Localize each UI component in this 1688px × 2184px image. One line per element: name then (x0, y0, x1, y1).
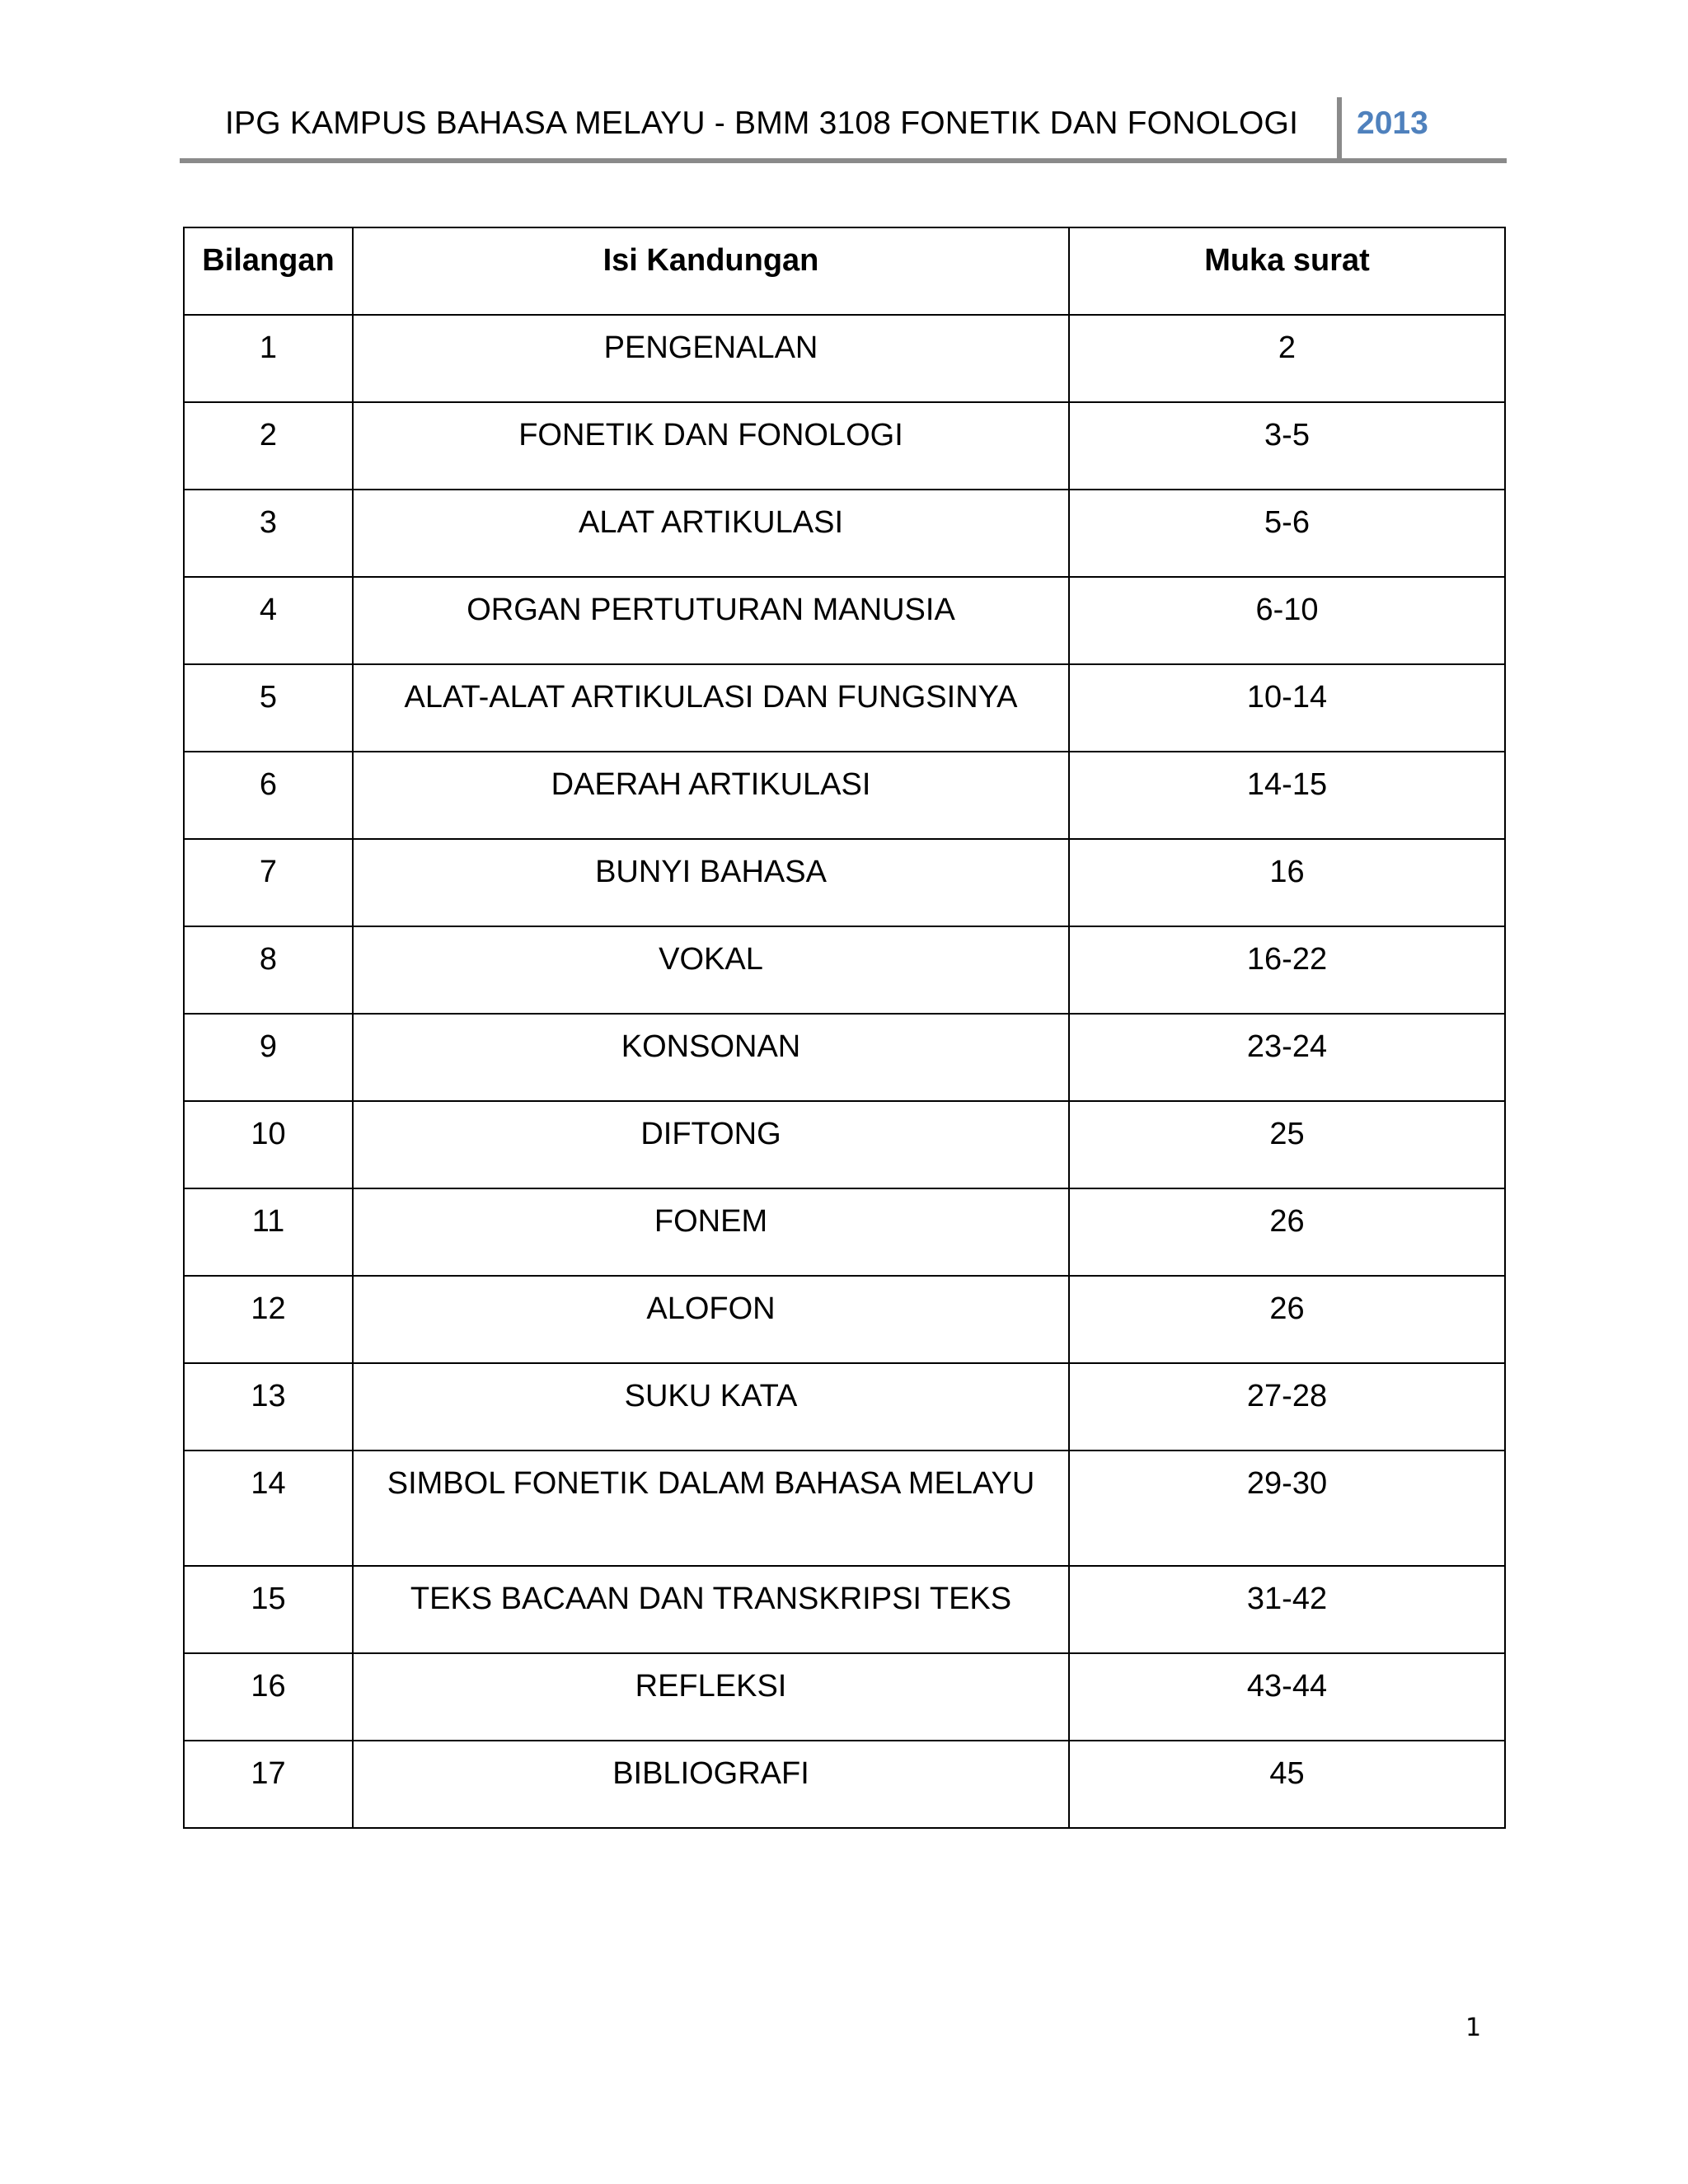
row-pages: 16-22 (1069, 926, 1505, 1014)
row-number: 5 (184, 664, 353, 752)
row-title: DAERAH ARTIKULASI (353, 752, 1069, 839)
row-pages: 14-15 (1069, 752, 1505, 839)
row-pages: 3-5 (1069, 402, 1505, 490)
page-number: 1 (1465, 2013, 1482, 2042)
row-pages: 29-30 (1069, 1451, 1505, 1566)
row-pages: 5-6 (1069, 490, 1505, 577)
row-number: 14 (184, 1451, 353, 1566)
row-title: SUKU KATA (353, 1363, 1069, 1451)
table-row (184, 664, 1505, 752)
table-row (184, 1566, 1505, 1653)
row-number: 15 (184, 1566, 353, 1653)
column-header-bilangan: Bilangan (184, 227, 353, 315)
row-pages: 43-44 (1069, 1653, 1505, 1741)
table-row (184, 1276, 1505, 1363)
row-pages: 16 (1069, 839, 1505, 926)
row-pages: 45 (1069, 1741, 1505, 1828)
row-pages: 23-24 (1069, 1014, 1505, 1101)
row-number: 3 (184, 490, 353, 577)
row-title: ALAT-ALAT ARTIKULASI DAN FUNGSINYA (353, 664, 1069, 752)
table-row (184, 1188, 1505, 1276)
row-pages: 31-42 (1069, 1566, 1505, 1653)
row-title: BIBLIOGRAFI (353, 1741, 1069, 1828)
header-rule (180, 158, 1507, 163)
row-number: 13 (184, 1363, 353, 1451)
table-row (184, 577, 1505, 664)
row-number: 9 (184, 1014, 353, 1101)
row-title: FONETIK DAN FONOLOGI (353, 402, 1069, 490)
row-number: 7 (184, 839, 353, 926)
row-number: 6 (184, 752, 353, 839)
table-row (184, 1653, 1505, 1741)
column-header-isi-kandungan: Isi Kandungan (353, 227, 1069, 315)
table-row (184, 1451, 1505, 1566)
row-number: 8 (184, 926, 353, 1014)
row-number: 2 (184, 402, 353, 490)
table-row (184, 490, 1505, 577)
table-row (184, 1101, 1505, 1188)
column-header-muka-surat: Muka surat (1069, 227, 1505, 315)
table-row (184, 402, 1505, 490)
row-number: 10 (184, 1101, 353, 1188)
row-title: VOKAL (353, 926, 1069, 1014)
table-header-row (184, 227, 1505, 315)
table-row (184, 839, 1505, 926)
header-year: 2013 (1357, 105, 1428, 141)
row-number: 12 (184, 1276, 353, 1363)
table-row (184, 752, 1505, 839)
header-title: IPG KAMPUS BAHASA MELAYU - BMM 3108 FONETIK DAN FONOLOGI (225, 105, 1299, 141)
row-title: BUNYI BAHASA (353, 839, 1069, 926)
row-title: ALAT ARTIKULASI (353, 490, 1069, 577)
row-title: ALOFON (353, 1276, 1069, 1363)
row-title: KONSONAN (353, 1014, 1069, 1101)
row-title: REFLEKSI (353, 1653, 1069, 1741)
row-title: ORGAN PERTUTURAN MANUSIA (353, 577, 1069, 664)
row-pages: 6-10 (1069, 577, 1505, 664)
page-header (180, 97, 1507, 163)
table-row (184, 315, 1505, 402)
row-number: 1 (184, 315, 353, 402)
row-pages: 25 (1069, 1101, 1505, 1188)
table-row (184, 1363, 1505, 1451)
row-title: PENGENALAN (353, 315, 1069, 402)
row-pages: 2 (1069, 315, 1505, 402)
row-number: 16 (184, 1653, 353, 1741)
row-title: FONEM (353, 1188, 1069, 1276)
row-pages: 27-28 (1069, 1363, 1505, 1451)
table-of-contents (183, 227, 1506, 1829)
header-separator (1337, 97, 1342, 160)
table-body (184, 315, 1505, 1828)
row-number: 17 (184, 1741, 353, 1828)
table-row (184, 1741, 1505, 1828)
row-pages: 10-14 (1069, 664, 1505, 752)
row-title: DIFTONG (353, 1101, 1069, 1188)
table-row (184, 926, 1505, 1014)
row-pages: 26 (1069, 1188, 1505, 1276)
table-row (184, 1014, 1505, 1101)
row-number: 11 (184, 1188, 353, 1276)
row-number: 4 (184, 577, 353, 664)
row-title: TEKS BACAAN DAN TRANSKRIPSI TEKS (353, 1566, 1069, 1653)
row-pages: 26 (1069, 1276, 1505, 1363)
row-title: SIMBOL FONETIK DALAM BAHASA MELAYU (353, 1451, 1069, 1566)
